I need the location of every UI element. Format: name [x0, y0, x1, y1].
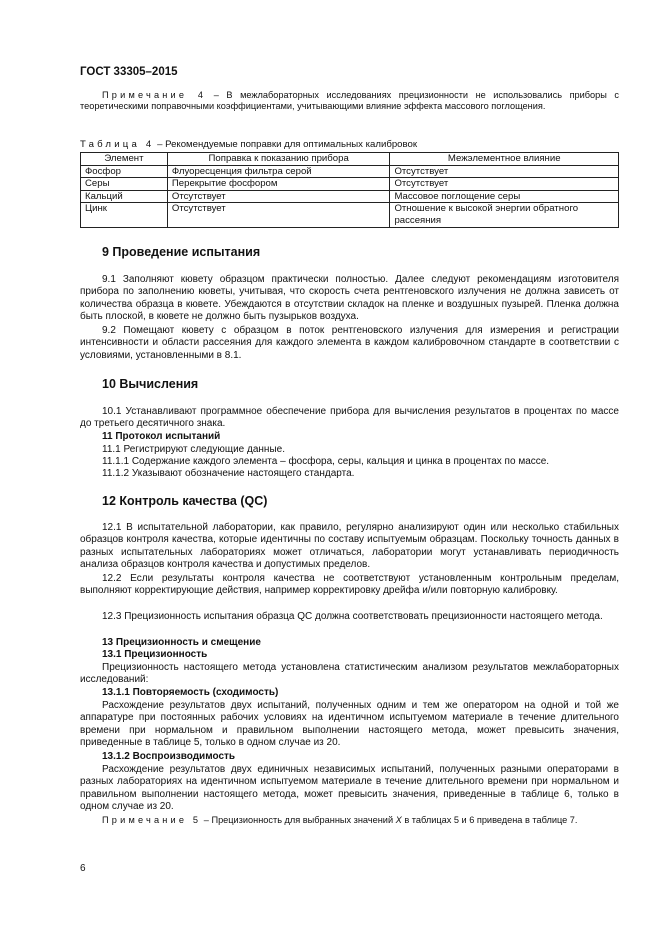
section-12-title: 12 Контроль качества (QC) — [102, 494, 268, 508]
table-cell: Фосфор — [81, 165, 168, 178]
table-cell: Перекрытие фосфором — [167, 178, 390, 191]
table-row — [81, 203, 619, 227]
paragraph-13-1-2: Расхождение результатов двух единичных независимых испытаний, полученных разными операторами в разных лабораториях на идентичном испытуемом материале в течение длительного времени при нормальном и правильном выполнении настоящего метода, может превысить значения, приведенные в таблице 6, только в одном случае из 20. — [80, 764, 619, 813]
table-cell: Кальций — [81, 190, 168, 203]
table-row — [81, 165, 619, 178]
table-cell: Серы — [81, 178, 168, 191]
page-number: 6 — [80, 863, 86, 874]
table-header-row — [81, 153, 619, 166]
paragraph-9-1: 9.1 Заполняют кювету образцом практически полностью. Далее следуют рекомендациям изготовителя прибора по заполнению кюветы, учитывая, что скорость счета рентгеновского излучения не должна зависеть от количества образца в кювете. Убеждаются в отсутствии складок на пленке и воздушных пузырей. Пленка должна быть плоской, в кювете не должно быть пузырьков воздуха. — [80, 274, 619, 323]
table-cell: Отсутствует — [167, 190, 390, 203]
table-cell: Отсутствует — [390, 165, 619, 178]
note-5-text-a: – Прецизионность для выбранных значений — [201, 815, 396, 825]
table-cell: Массовое поглощение серы — [390, 190, 619, 203]
note-5-text-b: в таблицах 5 и 6 приведена в таблице 7. — [401, 815, 578, 825]
section-13-title: 13 Прецизионность и смещение — [102, 637, 261, 648]
note-4-label: Примечание 4 — [102, 90, 207, 100]
paragraph-9-2: 9.2 Помещают кювету с образцом в поток рентгеновского излучения для измерения и регистрации интенсивности и области рассеяния для каждого элемента в каждом калибровочном стандарте в соответствии с условиями, установленными в 8.1. — [80, 325, 619, 361]
note-5 — [80, 815, 619, 826]
note-4-text: – В межлабораторных исследованиях прецизионности не использовались приборы с теоретическими поправочными коэффициентами, учитывающими влияние эффекта массового поглощения. — [80, 90, 619, 112]
table-cell: Цинк — [81, 203, 168, 227]
table-cell: Отношение к высокой энергии обратного рассеяния — [390, 203, 619, 227]
table-4-caption-label: Таблица 4 — [80, 139, 155, 150]
section-9-title: 9 Проведение испытания — [102, 245, 261, 259]
table-header-cell: Элемент — [81, 153, 168, 166]
paragraph-11-1: 11.1 Регистрируют следующие данные. — [102, 444, 285, 455]
table-header-cell: Межэлементное влияние — [390, 153, 619, 166]
table-4-caption — [80, 139, 619, 151]
paragraph-13-1: Прецизионность настоящего метода установлена статистическим анализом результатов межлабораторных исследований: — [80, 662, 619, 686]
table-header-cell: Поправка к показанию прибора — [167, 153, 390, 166]
note-5-label: Примечание 5 — [102, 815, 202, 825]
table-row — [81, 178, 619, 191]
paragraph-12-2: 12.2 Если результаты контроля качества не соответствуют установленным контрольным пределам, выполняют корректирующие действия, например корректировку дрейфа и/или повторную калибровку. — [80, 573, 619, 597]
section-10-title: 10 Вычисления — [102, 377, 199, 391]
note-4 — [80, 90, 619, 113]
section-13-1-title: 13.1 Прецизионность — [102, 649, 208, 660]
section-11-title: 11 Протокол испытаний — [102, 431, 221, 442]
paragraph-10-1: 10.1 Устанавливают программное обеспечение прибора для вычисления результатов в процентах по массе до третьего десятичного знака. — [80, 406, 619, 430]
standard-header: ГОСТ 33305–2015 — [80, 66, 178, 78]
table-cell: Флуоресценция фильтра серой — [167, 165, 390, 178]
table-row — [81, 190, 619, 203]
paragraph-12-1: 12.1 В испытательной лаборатории, как правило, регулярно анализируют один или несколько стабильных образцов контроля качества, которые идентичны по составу испытуемым образцам. Поскольку точность данных в разных испытательных лабораториях может отличаться, лаборатории могут устанавливать периодичность анализа образцов контроля качества и допустимых пределов. — [80, 522, 619, 571]
paragraph-12-3: 12.3 Прецизионность испытания образца QC должна соответствовать прецизионности настоящего метода. — [102, 611, 603, 622]
section-13-1-1-title: 13.1.1 Повторяемость (сходимость) — [102, 687, 279, 698]
section-13-1-2-title: 13.1.2 Воспроизводимость — [102, 751, 236, 762]
note-5-variable: X — [395, 815, 402, 825]
paragraph-11-1-2: 11.1.2 Указывают обозначение настоящего стандарта. — [102, 468, 355, 479]
table-4-caption-text: – Рекомендуемые поправки для оптимальных калибровок — [154, 139, 418, 150]
table-4 — [80, 152, 619, 228]
paragraph-11-1-1: 11.1.1 Содержание каждого элемента – фосфора, серы, кальция и цинка в процентах по массе. — [102, 456, 550, 467]
table-cell: Отсутствует — [167, 203, 390, 227]
paragraph-13-1-1: Расхождение результатов двух испытаний, полученных одним и тем же оператором на одной и той же аппаратуре при постоянных рабочих условиях на идентичном испытуемом материале в течение длительного времени при нормальном и правильном выполнении настоящего метода, может превысить значения, приведенные в таблице 5, только в одном случае из 20. — [80, 700, 619, 749]
table-cell: Отсутствует — [390, 178, 619, 191]
